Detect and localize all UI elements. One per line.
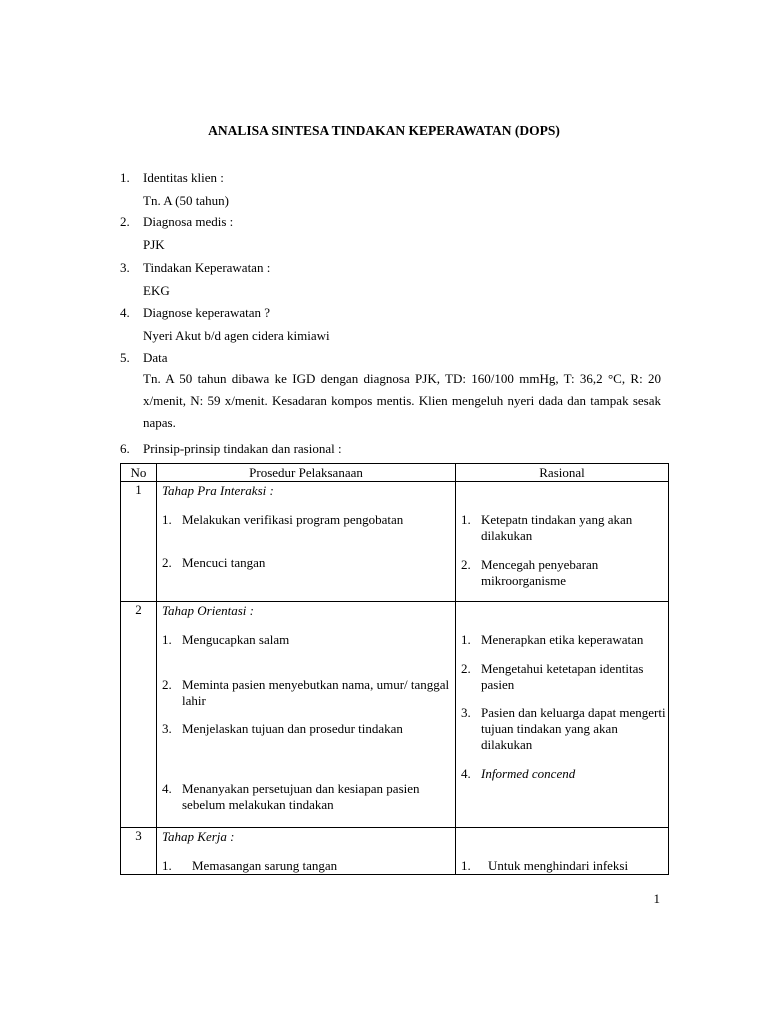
section-body: PJK (143, 237, 165, 252)
section-number: 3. (120, 260, 130, 275)
section-heading: Data (143, 350, 168, 365)
section-number: 4. (120, 305, 130, 320)
section-number: 2. (120, 214, 130, 229)
section-heading: Prinsip-prinsip tindakan dan rasional : (143, 441, 342, 456)
section-heading: Diagnose keperawatan ? (143, 305, 271, 320)
section-body: Tn. A 50 tahun dibawa ke IGD dengan diagnosa PJK, TD: 160/100 mmHg, T: 36,2 °C, R: 20 x/menit, N: 59 x/menit. Kesadaran kompos mentis. Klien mengeluh nyeri dada dan tampak sesak napas. (143, 371, 661, 430)
rationale-cell (456, 602, 669, 828)
section-heading: Identitas klien : (143, 170, 224, 185)
table-row (121, 602, 669, 828)
rationale-cell (456, 828, 669, 875)
rationale-item: 1. Menerapkan etika keperawatan (461, 632, 644, 647)
section-number: 5. (120, 350, 130, 365)
rationale-item: 1. Untuk menghindari infeksi (461, 858, 629, 873)
procedure-item: 2. Meminta pasien menyebutkan nama, umur/ tanggal lahir (162, 677, 450, 708)
section-heading: Diagnosa medis : (143, 214, 234, 229)
phase-label: Tahap Kerja : (162, 829, 235, 844)
table-row (121, 828, 669, 875)
procedure-item: 4. Menanyakan persetujuan dan kesiapan pasien sebelum melakukan tindakan (162, 781, 420, 812)
rationale-item: 2. Mengetahui ketetapan identitas pasien (461, 661, 644, 692)
rationale-item: 2. Mencegah penyebaran mikroorganisme (461, 557, 599, 588)
procedure-cell (157, 482, 456, 602)
table-row (121, 482, 669, 602)
rationale-item: 3. Pasien dan keluarga dapat mengerti tujuan tindakan yang akan dilakukan (461, 705, 666, 752)
section-number: 6. (120, 441, 130, 456)
section-body: EKG (143, 283, 170, 298)
rationale-item: 1. Ketepatn tindakan yang akan dilakukan (461, 512, 633, 543)
procedure-cell (157, 602, 456, 828)
row-number: 3 (121, 828, 157, 875)
page-number: 1 (653, 891, 660, 906)
table-header-row (121, 464, 669, 482)
procedure-cell (157, 828, 456, 875)
row-number: 1 (121, 482, 157, 602)
procedure-item: 1. Melakukan verifikasi program pengobatan (162, 512, 404, 527)
procedure-item: 3. Menjelaskan tujuan dan prosedur tindakan (162, 721, 403, 736)
phase-label: Tahap Orientasi : (162, 603, 254, 618)
section-body: Nyeri Akut b/d agen cidera kimiawi (143, 328, 330, 343)
rationale-item: 4. Informed concend (461, 766, 576, 781)
procedure-item: 1. Mengucapkan salam (162, 632, 290, 647)
rationale-cell (456, 482, 669, 602)
procedure-item: 1. Memasangan sarung tangan (162, 858, 338, 873)
section-number: 1. (120, 170, 130, 185)
procedure-table (120, 463, 669, 875)
section-body: Tn. A (50 tahun) (143, 193, 229, 208)
header-prosedur: Prosedur Pelaksanaan (157, 464, 456, 482)
header-rasional: Rasional (456, 464, 669, 482)
procedure-item: 2. Mencuci tangan (162, 555, 266, 570)
section-heading: Tindakan Keperawatan : (143, 260, 271, 275)
header-no: No (121, 464, 157, 482)
document-title: ANALISA SINTESA TINDAKAN KEPERAWATAN (DOPS) (208, 123, 560, 138)
phase-label: Tahap Pra Interaksi : (162, 483, 274, 498)
row-number: 2 (121, 602, 157, 828)
